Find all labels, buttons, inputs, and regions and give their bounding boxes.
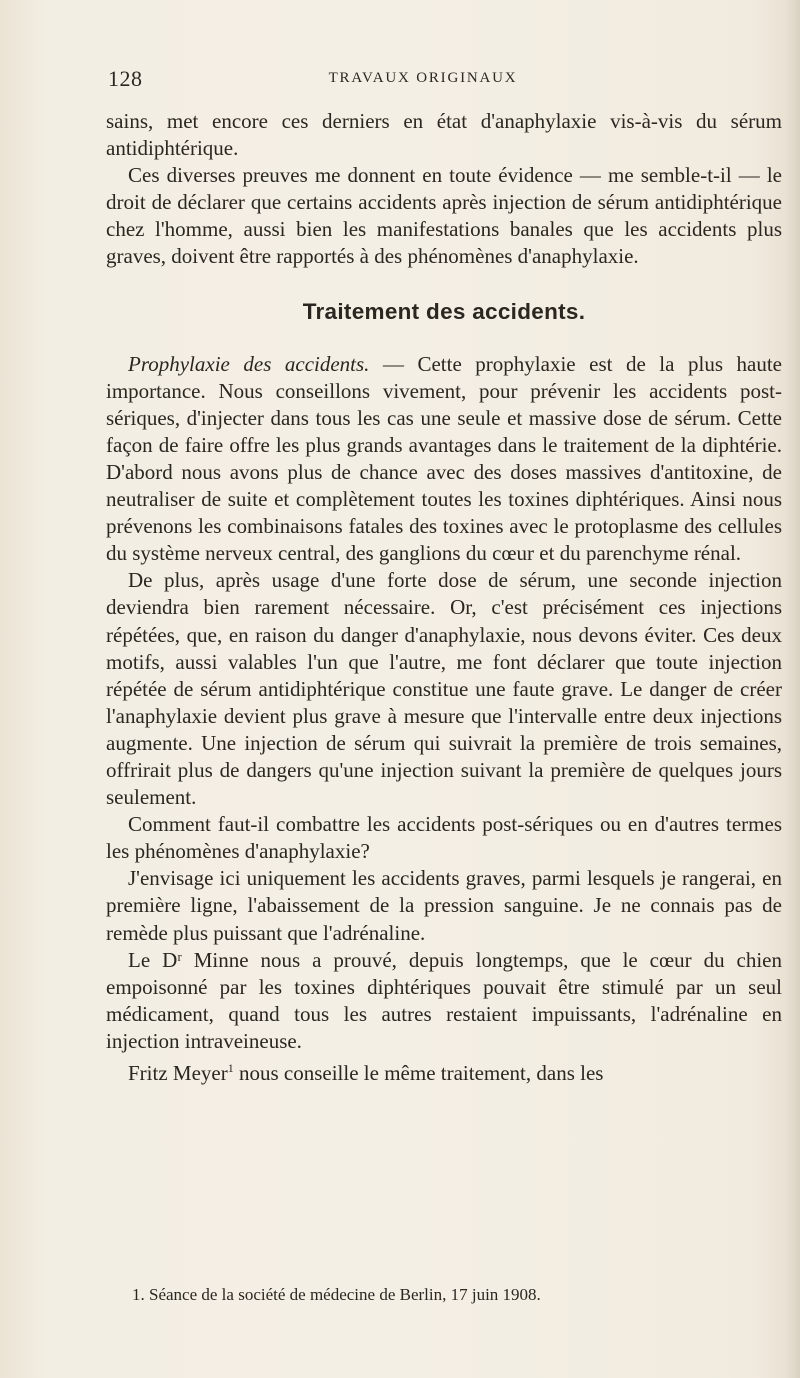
paragraph-8 [106, 1055, 782, 1087]
page-number: 128 [108, 66, 143, 91]
page-edge-shadow [786, 0, 800, 1378]
footnote: 1. Séance de la société de médecine de Berlin, 17 juin 1908. [132, 1285, 541, 1304]
paragraph-8-author: Fritz Meyer [128, 1061, 228, 1085]
paragraph-6: J'envisage ici uniquement les accidents graves, parmi lesquels je rangerai, en première ligne, l'abaissement de la pression sanguine. Je ne connais pas de remède plus puissant que l'adrénaline. [106, 866, 782, 945]
body-text [106, 108, 782, 1087]
paragraph-7: Le Dʳ Minne nous a prouvé, depuis longtemps, que le cœur du chien empoisonné par les toxines diphtériques pouvait être stimulé par un seul médicament, quand tous les autres restaient impuissants, l'adrénaline en injection intraveineuse. [106, 947, 782, 1053]
paragraph-3-italic-title: Prophylaxie des accidents. [128, 351, 370, 376]
paragraph-3 [106, 351, 782, 568]
paragraph-5: Comment faut-il combattre les accidents post-sériques ou en d'autres termes les phénomènes d'anaphylaxie? [106, 812, 782, 864]
paragraph-8-text: nous conseille le même traitement, dans les [233, 1061, 604, 1085]
paragraph-4: De plus, après usage d'une forte dose de sérum, une seconde injection deviendra bien rarement nécessaire. Or, c'est précisément ces injections répétées, que, en raison du danger d'anaphylaxie, nous devons éviter. Ces deux motifs, aussi valables l'un que l'autre, me font déclarer que toute injection répétée de sérum antidiphtérique constitue une faute grave. Le danger de créer l'anaphylaxie devient plus grave à mesure que l'intervalle entre deux injections augmente. Une injection de sérum qui suivrait la première de trois semaines, offrirait plus de dangers qu'une injection suivant la première de quelques jours seulement. [106, 568, 782, 810]
paragraph-3-text: — Cette prophylaxie est de la plus haute importance. Nous conseillons vivement, pour prévenir les accidents post-sériques, d'injecter dans tous les cas une seule et massive dose de sérum. Cette façon de faire offre les plus grands avantages dans le traitement de la diphtérie. D'abord nous avons plus de chance avec des doses massives d'antitoxine, de neutraliser de suite et complètement toutes les toxines diphtériques. Ainsi nous prévenons les combinaisons fatales des toxines avec le protoplasme des cellules du système nerveux central, des ganglions du cœur et du parenchyme rénal. [106, 351, 782, 566]
section-heading: Traitement des accidents. [302, 298, 586, 324]
paragraph-2: Ces diverses preuves me donnent en toute évidence — me semble-t-il — le droit de déclarer que certains accidents après injection de sérum antidiphtérique chez l'homme, aussi bien les manifestations banales que les accidents plus graves, doivent être rapportés à des phénomènes d'anaphylaxie. [106, 163, 782, 269]
footnote-ref: 1 [227, 1061, 234, 1075]
page-header [108, 66, 708, 90]
running-head: TRAVAUX ORIGINAUX [328, 70, 518, 86]
paragraph-1: sains, met encore ces derniers en état d'anaphylaxie vis-à-vis du sérum antidiphtérique. [106, 109, 782, 161]
